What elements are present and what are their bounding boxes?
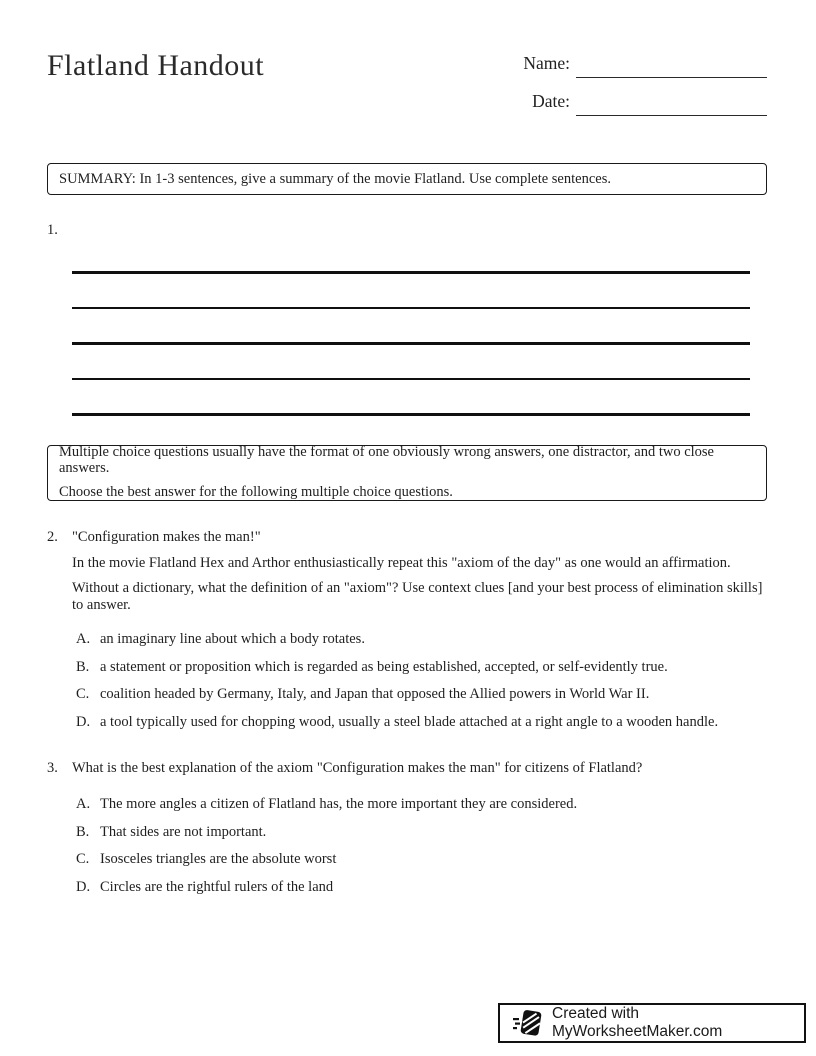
answer-line[interactable] bbox=[72, 342, 750, 345]
answer-line[interactable] bbox=[72, 413, 750, 416]
summary-instruction-box bbox=[47, 163, 767, 195]
question-2-prompt: "Configuration makes the man!" bbox=[72, 529, 261, 545]
myworksheetmaker-logo-icon bbox=[513, 1007, 543, 1039]
question-2-paragraph-2: Without a dictionary, what the definition of an "axiom"? Use context clues [and your best process of elimination skills] to answer. bbox=[72, 580, 763, 613]
option-letter: C. bbox=[76, 686, 90, 703]
option-text: an imaginary line about which a body rotates. bbox=[100, 631, 365, 647]
option-row[interactable] bbox=[76, 714, 762, 731]
option-text: Isosceles triangles are the absolute worst bbox=[100, 851, 337, 868]
option-letter: D. bbox=[76, 714, 91, 731]
question-2-number: 2. bbox=[47, 529, 58, 545]
option-row[interactable] bbox=[76, 659, 762, 676]
option-text: coalition headed by Germany, Italy, and Japan that opposed the Allied powers in World War II. bbox=[100, 686, 650, 703]
option-letter: A. bbox=[76, 631, 91, 647]
mc-instruction-line-2: Choose the best answer for the following multiple choice questions. bbox=[59, 484, 453, 501]
footer-credit-text: Created with MyWorksheetMaker.com bbox=[552, 1005, 723, 1040]
question-3-prompt: What is the best explanation of the axiom "Configuration makes the man" for citizens of Flatland? bbox=[72, 760, 643, 776]
mc-instruction-line-1: Multiple choice questions usually have the format of one obviously wrong answers, one distractor, and two close answers. bbox=[59, 443, 714, 476]
question-3-number: 3. bbox=[47, 760, 58, 776]
option-row[interactable] bbox=[76, 686, 762, 703]
page-title: Flatland Handout bbox=[47, 49, 265, 82]
option-letter: D. bbox=[76, 879, 91, 896]
answer-line[interactable] bbox=[72, 307, 750, 310]
option-text: a statement or proposition which is regarded as being established, accepted, or self-evidently true. bbox=[100, 658, 668, 675]
option-text: The more angles a citizen of Flatland has, the more important they are considered. bbox=[100, 796, 578, 812]
option-text: a tool typically used for chopping wood, usually a steel blade attached at a right angle to a wooden handle. bbox=[100, 714, 719, 731]
option-row[interactable] bbox=[76, 879, 762, 896]
multiple-choice-instruction-box bbox=[47, 445, 767, 501]
option-row[interactable] bbox=[76, 824, 762, 841]
answer-line[interactable] bbox=[72, 271, 750, 274]
option-row[interactable] bbox=[76, 851, 762, 868]
name-label: Name: bbox=[523, 53, 570, 73]
question-3 bbox=[47, 760, 762, 777]
option-letter: C. bbox=[76, 851, 90, 868]
option-row[interactable] bbox=[76, 796, 762, 813]
option-text: Circles are the rightful rulers of the land bbox=[100, 879, 334, 896]
name-input-line[interactable] bbox=[576, 62, 767, 78]
summary-instruction-text: SUMMARY: In 1-3 sentences, give a summary of the movie Flatland. Use complete sentences. bbox=[59, 170, 611, 187]
footer-credit-box bbox=[498, 1003, 806, 1043]
question-2-options bbox=[76, 631, 762, 742]
question-3-options bbox=[76, 796, 762, 907]
option-letter: B. bbox=[76, 658, 90, 675]
date-input-line[interactable] bbox=[576, 100, 767, 116]
answer-line[interactable] bbox=[72, 378, 750, 381]
question-2 bbox=[47, 529, 762, 546]
option-text: That sides are not important. bbox=[100, 823, 267, 840]
question-2-paragraph-1: In the movie Flatland Hex and Arthor enthusiastically repeat this "axiom of the day" as one would an affirmation. bbox=[72, 555, 731, 571]
date-label: Date: bbox=[532, 91, 570, 111]
option-row[interactable] bbox=[76, 631, 762, 648]
option-letter: A. bbox=[76, 796, 91, 812]
option-letter: B. bbox=[76, 823, 90, 840]
question-1-number: 1. bbox=[47, 222, 58, 238]
